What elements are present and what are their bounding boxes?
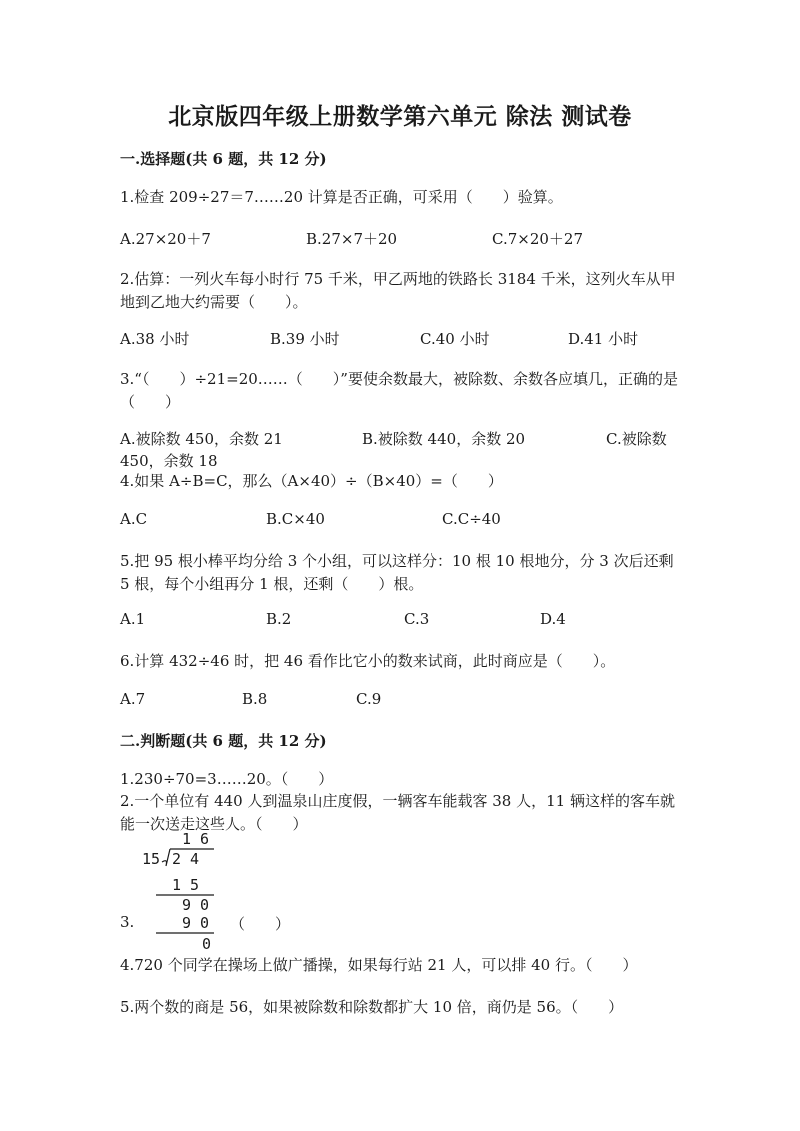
question-2: 2.估算：一列火车每小时行 75 千米，甲乙两地的铁路长 3184 千米，这列火车从甲地到乙地大约需要（ ）。 [120,270,676,311]
division-quotient: 1 6 [182,830,210,848]
section-heading-choice: 一.选择题(共 6 题，共 12 分) [120,150,327,168]
option-b: B.C×40 [266,510,325,528]
option-d: D.41 小时 [568,330,639,348]
option-c: C.3 [404,610,430,628]
division-step-2: 9 0 [182,896,210,914]
judge-question-4: 4.720 个同学在操场上做广播操，如果每行站 21 人，可以排 40 行。（ ） [120,956,638,974]
question-4: 4.如果 A÷B=C，那么（A×40）÷（B×40）=（ ） [120,472,503,490]
option-d: D.4 [540,610,566,628]
division-step-1: 1 5 [172,876,200,894]
option-b: B.被除数 440，余数 20 [362,430,526,448]
division-remainder: 0 [202,935,212,953]
long-division-figure [140,828,220,954]
option-c: C.40 小时 [420,330,490,348]
judge-question-3-answer: （ ） [230,915,291,933]
division-step-3: 9 0 [182,914,210,932]
judge-question-3-label: 3. [120,913,135,931]
option-a: A.C [120,510,148,528]
question-1: 1.检查 209÷27＝7……20 计算是否正确，可采用（ ）验算。 [120,188,563,206]
question-5: 5.把 95 根小棒平均分给 3 个小组，可以这样分：10 根 10 根地分，分 3 次后还剩 5 根，每个小组再分 1 根，还剩（ ）根。 [120,552,674,593]
option-c-continued: 450，余数 18 [120,452,218,470]
option-a: A.被除数 450，余数 21 [120,430,283,448]
judge-question-5: 5.两个数的商是 56，如果被除数和除数都扩大 10 倍，商仍是 56。（ ） [120,998,624,1016]
judge-question-2: 2.一个单位有 440 人到温泉山庄度假，一辆客车能载客 38 人，11 辆这样的客车就能一次送走这些人。（ ） [120,792,675,833]
division-divisor: 15 [142,850,161,868]
option-b: B.2 [266,610,292,628]
option-a: A.27×20＋7 [120,230,211,248]
question-3: 3.“（ ）÷21=20……（ ）”要使余数最大，被除数、余数各应填几，正确的是（ ） [120,370,678,411]
option-b: B.27×7＋20 [306,230,398,248]
option-a: A.38 小时 [120,330,190,348]
judge-question-1: 1.230÷70=3……20。（ ） [120,770,334,788]
option-c: C.被除数 [606,430,667,448]
question-6: 6.计算 432÷46 时，把 46 看作比它小的数来试商，此时商应是（ ）。 [120,652,616,670]
division-bracket [162,849,170,866]
section-heading-judge: 二.判断题(共 6 题，共 12 分) [120,732,327,750]
option-a: A.1 [120,610,146,628]
division-dividend: 2 4 [172,850,200,868]
option-b: B.39 小时 [270,330,340,348]
option-c: C.9 [356,690,382,708]
option-c: C.7×20＋27 [492,230,583,248]
option-b: B.8 [242,690,268,708]
option-a: A.7 [120,690,146,708]
option-c: C.C÷40 [442,510,501,528]
page-title: 北京版四年级上册数学第六单元 除法 测试卷 [168,103,632,130]
